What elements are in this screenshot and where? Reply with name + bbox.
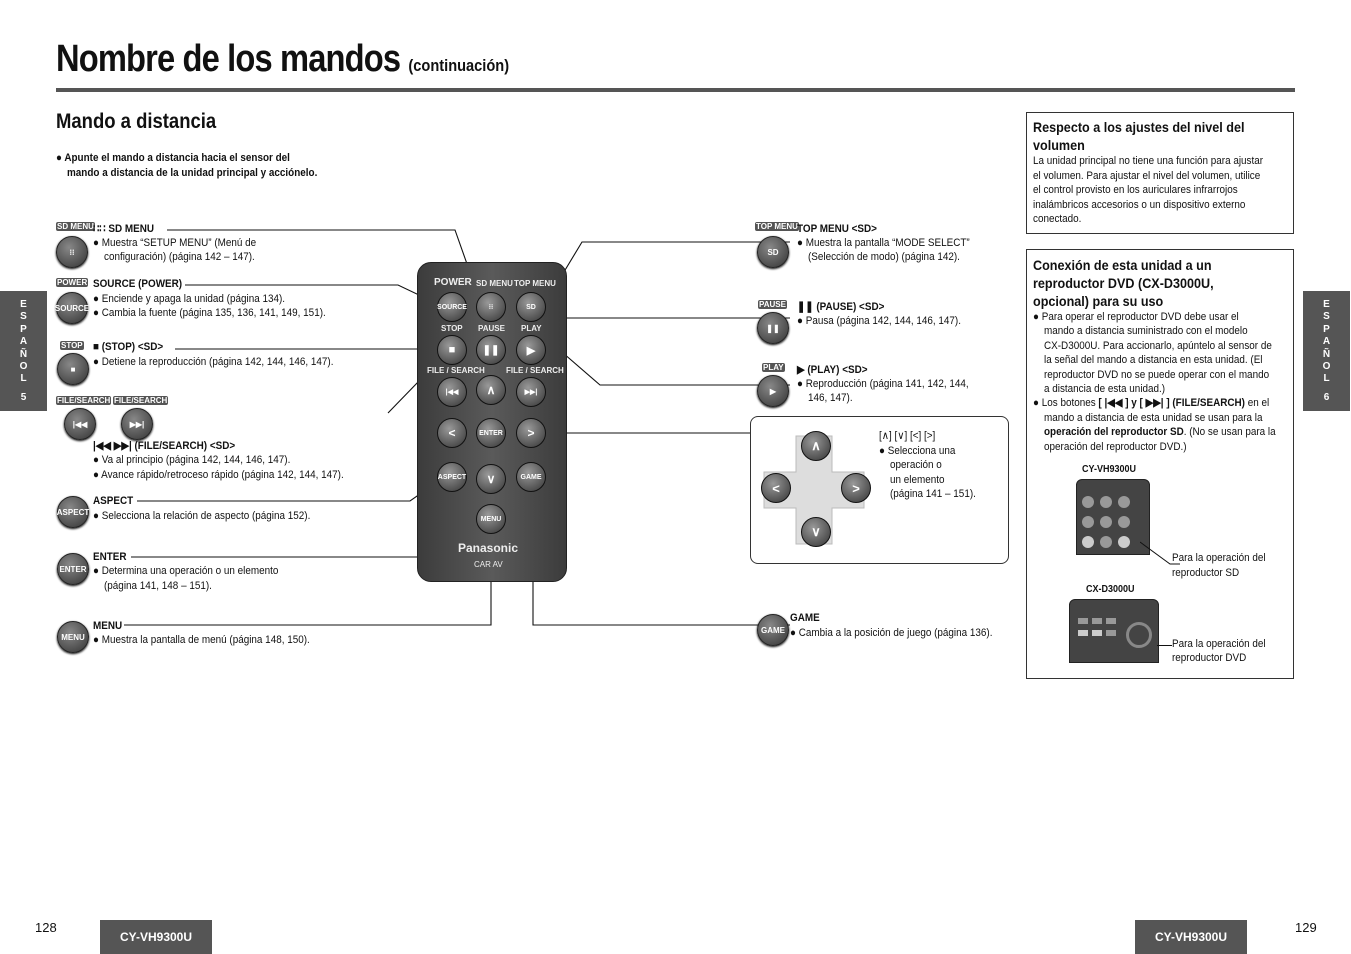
dpad-down-icon: ∨	[801, 517, 831, 547]
sd-caption-2: reproductor SD	[1172, 567, 1240, 579]
dpad-desc-3: un elemento	[890, 474, 945, 486]
pause-desc-1: ● Pausa (página 142, 144, 146, 147).	[797, 315, 961, 327]
volume-note-title-1: Respecto a los ajustes del nivel del	[1033, 119, 1245, 135]
game-desc-1: ● Cambia a la posición de juego (página 136).	[790, 627, 993, 639]
remote-source-button[interactable]: SOURCE	[437, 292, 467, 322]
cx-d3000u-image-label: CX-D3000U	[1086, 584, 1135, 595]
dpad-desc-1: ● Selecciona una	[879, 445, 956, 457]
top-menu-desc-2: (Selección de modo) (página 142).	[808, 251, 960, 263]
side-tab-right-num: 6	[1323, 391, 1330, 403]
remote-aspect-button[interactable]: ASPECT	[437, 462, 467, 492]
aspect-label: ASPECT	[93, 495, 134, 507]
play-icon-label: PLAY	[763, 363, 784, 372]
dpad-right-icon: >	[841, 473, 871, 503]
sd-menu-icon-label: SD MENU	[57, 222, 94, 231]
dvd-buttons-line-4: operación del reproductor DVD.)	[1044, 441, 1187, 453]
dvd-caption-leader	[1157, 645, 1172, 646]
side-tab-right-letters: E S P A Ñ O L	[1322, 299, 1331, 385]
remote-stop-label: STOP	[441, 324, 463, 333]
remote-power-label: POWER	[434, 277, 472, 288]
section-title: Mando a distancia	[56, 110, 217, 133]
remote-pause-button[interactable]: ❚❚	[476, 335, 506, 365]
remote-sd-menu-button[interactable]: ⁝⁝	[476, 292, 506, 322]
remote-file-search-left-label: FILE / SEARCH	[427, 366, 485, 375]
file-search-left-icon-label: FILE/SEARCH	[57, 396, 111, 405]
remote-up-button[interactable]: ∧	[476, 375, 506, 405]
model-badge-left: CY-VH9300U	[100, 920, 212, 954]
dpad-up-icon: ∧	[801, 431, 831, 461]
stop-desc-1: ● Detiene la reproducción (página 142, 144, 146, 147).	[93, 356, 334, 368]
sd-menu-label: ∷∷ SD MENU	[93, 223, 155, 235]
prev-track-icon: |◀◀	[64, 408, 96, 440]
file-search-label: |◀◀ ▶▶| (FILE/SEARCH) <SD>	[93, 440, 236, 452]
top-menu-label: TOP MENU <SD>	[797, 223, 877, 235]
dvd-title-2: reproductor DVD (CX-D3000U,	[1033, 275, 1214, 291]
pause-label: ❚❚ (PAUSE) <SD>	[797, 301, 885, 313]
play-label: ▶ (PLAY) <SD>	[797, 364, 868, 376]
dpad-label: [∧] [∨] [<] [>]	[879, 430, 936, 442]
dpad-desc-2: operación o	[890, 459, 942, 471]
remote-brand-logo: Panasonic	[458, 541, 519, 555]
side-tab-left-letters: E S P A Ñ O L	[19, 299, 28, 385]
play-button-icon: ▶	[757, 375, 789, 407]
dvd-line-1: ● Para operar el reproductor DVD debe usar el	[1033, 311, 1239, 323]
source-button-icon: SOURCE	[56, 292, 88, 324]
remote-next-button[interactable]: ▶▶|	[516, 377, 546, 407]
dvd-title-3: opcional) para su uso	[1033, 293, 1164, 309]
remote-play-button[interactable]: ▶	[516, 335, 546, 365]
remote-top-menu-button[interactable]: SD	[516, 292, 546, 322]
dvd-title-1: Conexión de esta unidad a un	[1033, 257, 1212, 273]
remote-stop-button[interactable]: ■	[437, 335, 467, 365]
dvd-line-2: mando a distancia suministrado con el modelo	[1044, 325, 1248, 337]
dvd-buttons-line-3: operación del reproductor SD. (No se usan para la	[1044, 426, 1276, 438]
sd-menu-desc-1: ● Muestra “SETUP MENU” (Menú de	[93, 237, 257, 249]
game-label: GAME	[790, 612, 820, 624]
remote-file-search-right-label: FILE / SEARCH	[506, 366, 564, 375]
remote-down-button[interactable]: ∨	[476, 464, 506, 494]
remote-car-av-label: CAR AV	[474, 560, 503, 569]
remote-top-menu-label: TOP MENU	[514, 279, 556, 288]
cx-d3000u-remote-image	[1069, 599, 1159, 663]
stop-icon-label: STOP	[61, 341, 83, 350]
file-search-desc-1: ● Va al principio (página 142, 144, 146, 147).	[93, 454, 291, 466]
file-search-desc-2: ● Avance rápido/retroceso rápido (página 142, 144, 147).	[93, 469, 344, 481]
dvd-buttons-line: ● Los botones [ |◀◀ ] y [ ▶▶| ] (FILE/SEARCH) en el	[1033, 397, 1270, 409]
volume-note-line-2: el volumen. Para ajustar el nivel del volumen, utilice	[1033, 170, 1261, 182]
source-desc-1: ● Enciende y apaga la unidad (página 134).	[93, 293, 286, 305]
remote-sd-menu-label: SD MENU	[476, 279, 513, 288]
model-badge-right: CY-VH9300U	[1135, 920, 1247, 954]
aspect-button-icon: ASPECT	[57, 496, 89, 528]
power-icon-label: POWER	[57, 278, 88, 287]
volume-note-line-1: La unidad principal no tiene una función para ajustar	[1033, 155, 1264, 167]
remote-play-label: PLAY	[521, 324, 542, 333]
cy-vh9300u-remote-image	[1076, 479, 1150, 555]
page-subtitle: (continuación)	[408, 56, 510, 75]
intro-line-1: ● Apunte el mando a distancia hacia el sensor del	[56, 152, 290, 164]
dpad-desc-4: (página 141 – 151).	[890, 488, 976, 500]
remote-game-button[interactable]: GAME	[516, 462, 546, 492]
dvd-buttons-line-2: mando a distancia de esta unidad se usan para la	[1044, 412, 1263, 424]
volume-note-title-2: volumen	[1033, 137, 1085, 153]
volume-note-line-3: el control provisto en los auriculares infrarrojos	[1033, 184, 1238, 196]
pause-icon-label: PAUSE	[759, 300, 786, 309]
pause-button-icon: ❚❚	[757, 312, 789, 344]
sd-menu-desc-2: configuración) (página 142 – 147).	[104, 251, 255, 263]
page-number-left: 128	[35, 920, 57, 935]
volume-note-line-5: conectado.	[1033, 213, 1082, 225]
source-desc-2: ● Cambia la fuente (página 135, 136, 141, 149, 151).	[93, 307, 326, 319]
dvd-line-3: CX-D3000U. Para accionarlo, apúntelo al sensor de	[1044, 340, 1272, 352]
enter-label: ENTER	[93, 551, 127, 563]
sd-caption-1: Para la operación del	[1172, 552, 1266, 564]
remote-pause-label: PAUSE	[478, 324, 505, 333]
stop-button-icon: ■	[57, 353, 89, 385]
dvd-line-6: a distancia de esta unidad.)	[1044, 383, 1166, 395]
dvd-caption-2: reproductor DVD	[1172, 652, 1247, 664]
intro-line-2: mando a distancia de la unidad principal y acciónelo.	[67, 167, 318, 179]
play-desc-1: ● Reproducción (página 141, 142, 144,	[797, 378, 969, 390]
side-tab-left-num: 5	[20, 391, 27, 403]
remote-right-button[interactable]: >	[516, 418, 546, 448]
enter-button-icon: ENTER	[57, 553, 89, 585]
cy-vh9300u-image-label: CY-VH9300U	[1082, 464, 1137, 475]
remote-enter-button[interactable]: ENTER	[476, 418, 506, 448]
enter-desc-2: (página 141, 148 – 151).	[104, 580, 212, 592]
top-menu-icon-label: TOP MENU	[756, 222, 798, 231]
volume-note-line-4: inalámbricos accesorios o un dispositivo externo	[1033, 199, 1246, 211]
top-menu-desc-1: ● Muestra la pantalla “MODE SELECT”	[797, 237, 970, 249]
game-button-icon: GAME	[757, 614, 789, 646]
aspect-desc-1: ● Selecciona la relación de aspecto (página 152).	[93, 510, 311, 522]
next-track-icon: ▶▶|	[121, 408, 153, 440]
stop-label: ■ (STOP) <SD>	[93, 341, 164, 353]
sd-menu-button-icon: ⁝⁝	[56, 236, 88, 268]
enter-desc-1: ● Determina una operación o un elemento	[93, 565, 279, 577]
remote-prev-button[interactable]: |◀◀	[437, 377, 467, 407]
dvd-caption-1: Para la operación del	[1172, 638, 1266, 650]
menu-button-icon: MENU	[57, 621, 89, 653]
dvd-line-5: reproductor DVD no se puede operar con el mando	[1044, 369, 1270, 381]
page-number-right: 129	[1295, 920, 1317, 935]
dvd-line-4: la señal del mando a distancia en esta unidad. (El	[1044, 354, 1263, 366]
page-title: Nombre de los mandos (continuación)	[56, 38, 510, 80]
file-search-right-icon-label: FILE/SEARCH	[114, 396, 168, 405]
dpad-left-icon: <	[761, 473, 791, 503]
top-menu-button-icon: SD	[757, 236, 789, 268]
remote-left-button[interactable]: <	[437, 418, 467, 448]
source-label: SOURCE (POWER)	[93, 278, 183, 290]
menu-desc-1: ● Muestra la pantalla de menú (página 148, 150).	[93, 634, 310, 646]
remote-menu-button[interactable]: MENU	[476, 504, 506, 534]
menu-label: MENU	[93, 620, 123, 632]
play-desc-2: 146, 147).	[808, 392, 853, 404]
